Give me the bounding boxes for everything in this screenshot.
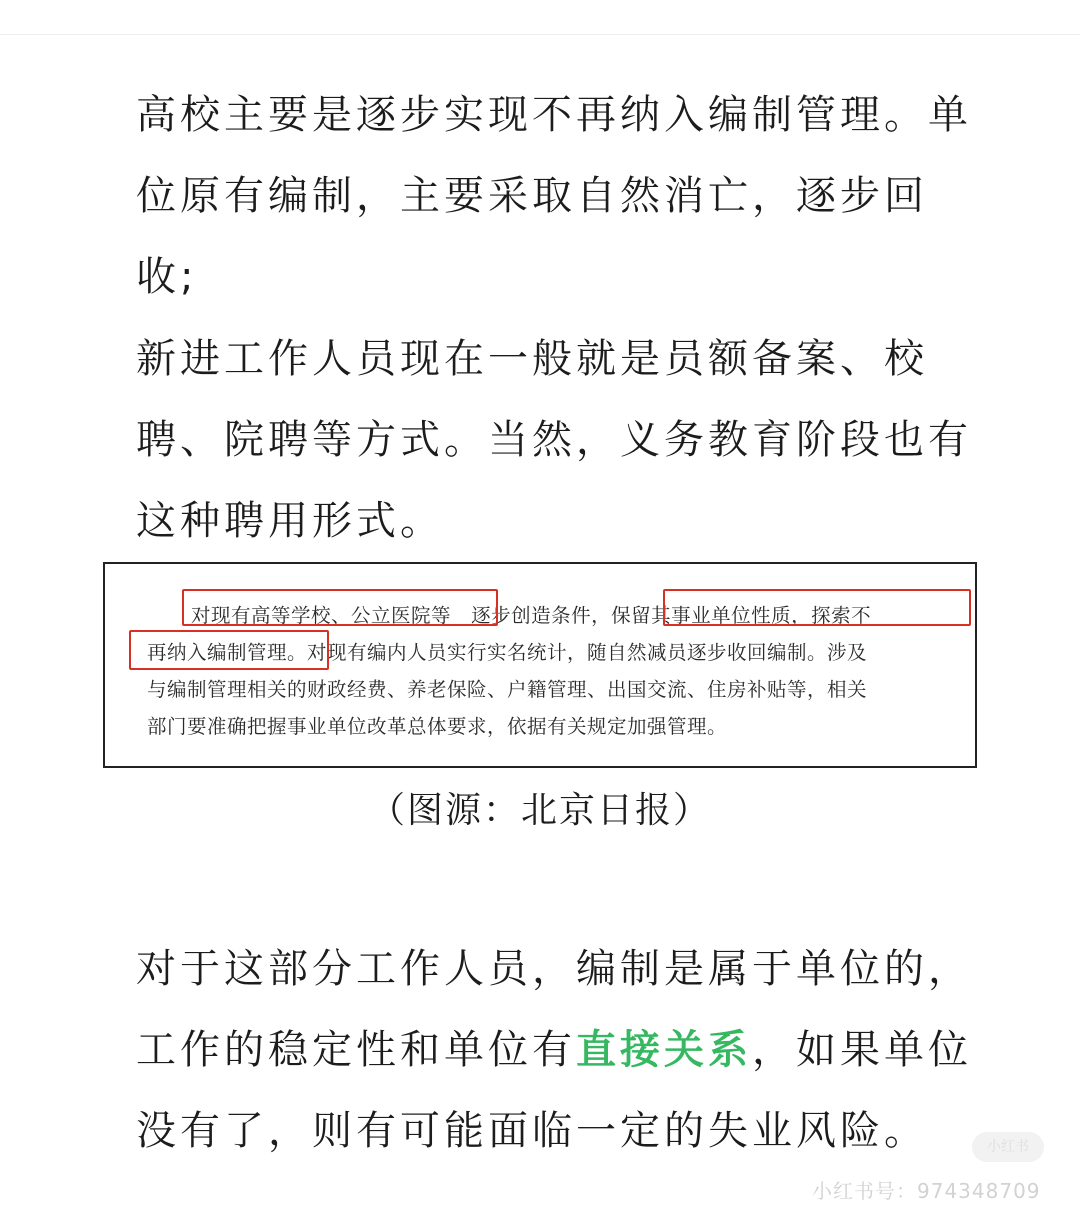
text-line: 对于这部分工作人员，编制是属于单位的， <box>136 946 972 992</box>
clipping-line: 与编制管理相关的财政经费、养老保险、户籍管理、出国交流、住房补贴等，相关 <box>147 678 868 701</box>
image-caption: （图源：北京日报） <box>368 790 711 831</box>
paragraph-new-staff <box>136 319 972 562</box>
paragraph-job-stability <box>136 929 972 1172</box>
newspaper-clipping-image <box>103 562 977 768</box>
text-line: 没有了，则有可能面临一定的失业风险。 <box>136 1108 928 1154</box>
clipping-text: 对现有编内人员实行实名统计，随自然减员逐步收回编制。涉及 <box>307 641 868 664</box>
clipping-text: 逐步创造条件， <box>471 604 612 627</box>
text-line <box>136 1010 972 1091</box>
text-line: 新进工作人员现在一般就是员额备案、校 <box>136 336 928 382</box>
text-line: 收; <box>136 254 198 300</box>
text-line: 位原有编制，主要采取自然消亡，逐步回 <box>136 173 928 219</box>
xiaohongshu-logo-watermark: 小红书 <box>972 1132 1044 1162</box>
clipping-line <box>147 637 867 665</box>
clipping-text: 再纳入编制管理。 <box>147 641 308 664</box>
text-line: 聘、院聘等方式。当然，义务教育阶段也有 <box>136 417 972 463</box>
text-line: 这种聘用形式。 <box>136 498 444 544</box>
clipping-line: 部门要准确把握事业单位改革总体要求，依据有关规定加强管理。 <box>147 715 728 738</box>
highlighted-phrase: 直接关系 <box>576 1027 752 1073</box>
text-segment: ，如果单位 <box>752 1027 972 1073</box>
text-line: 高校主要是逐步实现不再纳入编制管理。单 <box>136 92 972 138</box>
text-segment: 工作的稳定性和单位有 <box>136 1027 576 1073</box>
clipping-text: 对现有高等学校、公立医院等 <box>191 604 452 627</box>
paragraph-universities <box>136 75 972 318</box>
clipping-text: 保留其事业单位性质，探索不 <box>611 604 872 627</box>
top-divider <box>0 34 1080 35</box>
account-watermark: 小红书号：974348709 <box>812 1179 1041 1203</box>
clipping-line <box>191 600 871 628</box>
